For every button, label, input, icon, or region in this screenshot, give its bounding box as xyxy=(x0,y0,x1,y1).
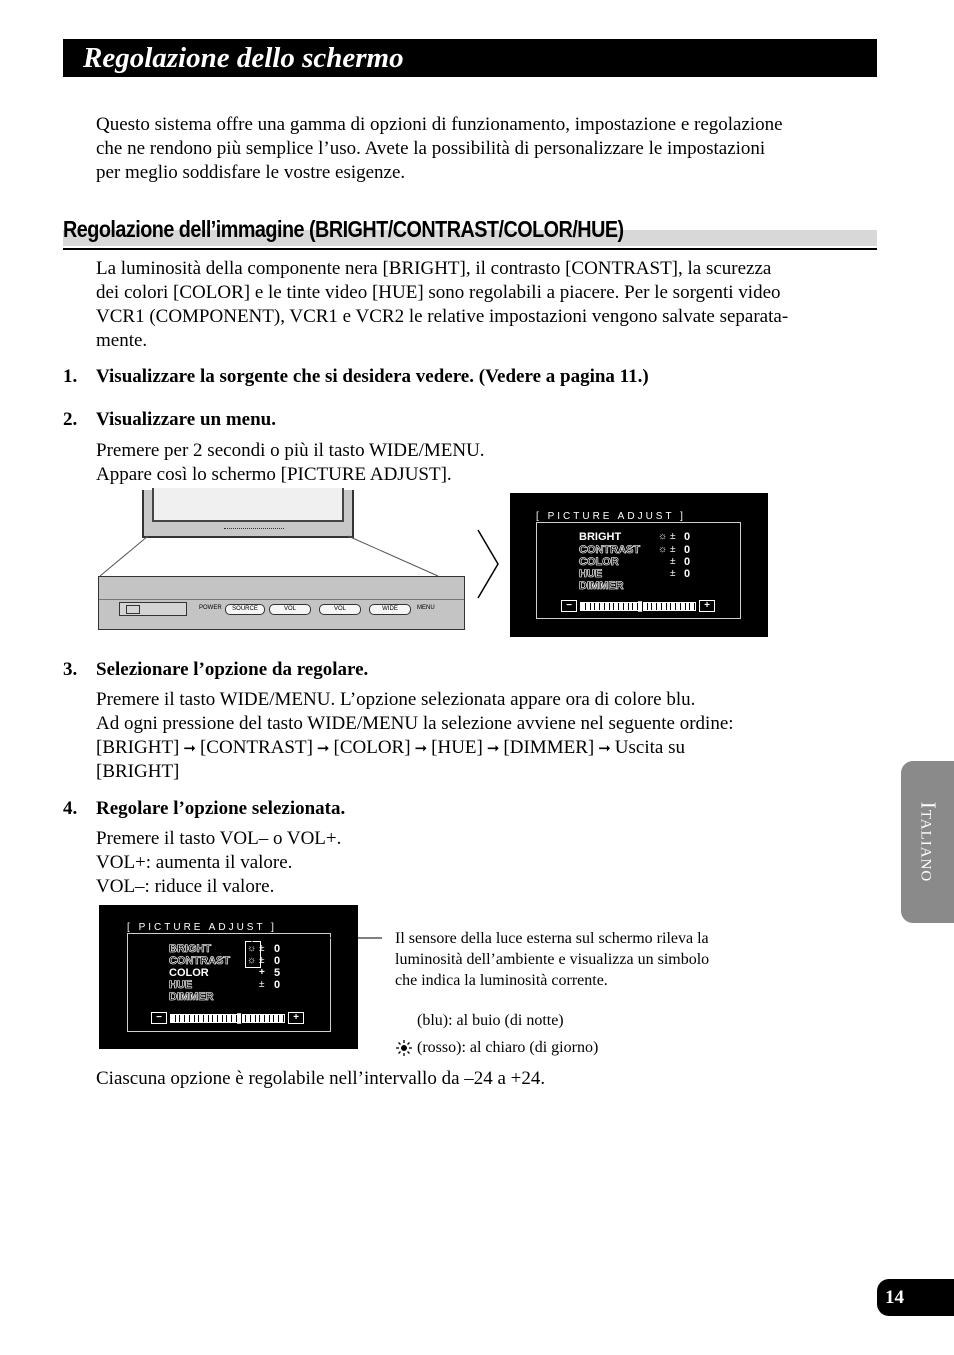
slider-segment xyxy=(638,601,643,612)
zoom-lines xyxy=(98,490,468,580)
arrow-right-icon: ➞ xyxy=(183,739,196,757)
step-line: Ad ogni pressione del tasto WIDE/MENU la selezione avviene nel seguente ordine: xyxy=(96,713,734,734)
section-heading xyxy=(63,213,877,250)
step-number: 2. xyxy=(63,409,78,430)
plus-minus-icon: ± xyxy=(670,556,676,567)
step-number: 3. xyxy=(63,659,78,680)
vol-plus-button[interactable]: VOL xyxy=(319,604,361,615)
step-1 xyxy=(63,365,863,389)
page-number-badge xyxy=(877,1279,954,1316)
order-item: [CONTRAST] xyxy=(199,737,313,758)
plus-minus-icon: ± xyxy=(259,955,265,966)
arrow-right-icon: ➞ xyxy=(598,739,611,757)
step-2-text xyxy=(96,439,485,487)
page-title-bar xyxy=(63,39,877,77)
osd-row-contrast: CONTRAST xyxy=(169,955,231,967)
step-line: Appare così lo schermo [PICTURE ADJUST]. xyxy=(96,464,452,485)
page-number: 14 xyxy=(885,1287,904,1308)
arrow-right-icon: ➞ xyxy=(414,739,428,757)
language-tab-label: Italiano xyxy=(916,801,940,883)
plus-icon: + xyxy=(699,600,715,612)
leader-line xyxy=(250,930,390,950)
step-label: Regolare l’opzione selezionata. xyxy=(96,798,346,819)
sun-icon: ☼ xyxy=(247,943,257,954)
osd-value: 0 xyxy=(274,955,281,967)
step-label: Visualizzare un menu. xyxy=(96,409,276,430)
moon-icon xyxy=(395,1012,413,1028)
sun-icon xyxy=(395,1038,413,1056)
order-item: Uscita su xyxy=(614,737,685,758)
picture-adjust-screen-2 xyxy=(99,905,358,1049)
step-3-text xyxy=(96,688,886,784)
chevron-right-icon xyxy=(476,528,500,600)
section-line: La luminosità della componente nera [BRIGHT], il contrasto [CONTRAST], la scurezza xyxy=(96,258,772,279)
range-text: Ciascuna opzione è regolabile nell’intervallo da –24 a +24. xyxy=(96,1068,546,1089)
moon-note xyxy=(395,1010,564,1031)
step-2 xyxy=(63,408,863,432)
sun-icon: ☼ xyxy=(247,955,257,966)
osd-title: [ PICTURE ADJUST ] xyxy=(127,922,277,933)
osd-row-bright: BRIGHT xyxy=(579,531,622,543)
osd-title: [ PICTURE ADJUST ] xyxy=(536,511,686,522)
note-line: Il sensore della luce esterna sul schermo rileva la xyxy=(395,930,709,947)
picture-adjust-screen-1 xyxy=(510,493,768,637)
osd-row-dimmer: DIMMER xyxy=(579,580,624,592)
moon-note-text: (blu): al buio (di notte) xyxy=(417,1012,564,1029)
step-line: Premere il tasto WIDE/MENU. L’opzione selezionata appare ora di colore blu. xyxy=(96,689,696,710)
osd-row-color: COLOR xyxy=(169,967,209,979)
plus-icon: + xyxy=(259,967,265,978)
step-number: 4. xyxy=(63,798,78,819)
osd-row-color: COLOR xyxy=(579,556,619,568)
step-line: Premere per 2 secondi o più il tasto WIDE/MENU. xyxy=(96,440,485,461)
sensor-window xyxy=(119,602,187,616)
arrow-right-icon: ➞ xyxy=(486,739,500,757)
sun-icon: ☼ xyxy=(658,531,668,542)
osd-slider xyxy=(170,1014,285,1023)
osd-row-hue: HUE xyxy=(579,568,603,580)
osd-value: 0 xyxy=(684,556,691,568)
slider-segment xyxy=(279,1015,284,1022)
step-label: Visualizzare la sorgente che si desidera vedere. (Vedere a pagina 11.) xyxy=(96,366,649,387)
osd-value: 0 xyxy=(274,979,281,991)
step-label: Selezionare l’opzione da regolare. xyxy=(96,659,369,680)
step-3 xyxy=(63,658,863,682)
section-heading-text: Regolazione dell’immagine (BRIGHT/CONTRAST/COLOR/HUE) xyxy=(63,216,624,242)
plus-minus-icon: ± xyxy=(670,531,676,542)
sun-note xyxy=(395,1037,598,1058)
osd-value: 0 xyxy=(684,544,691,556)
order-item: [BRIGHT] xyxy=(96,737,180,758)
step-line: Premere il tasto VOL– o VOL+. xyxy=(96,828,342,849)
plus-minus-icon: ± xyxy=(670,568,676,579)
order-item: [HUE] xyxy=(431,737,483,758)
order-line xyxy=(96,736,886,760)
order-end: [BRIGHT] xyxy=(96,761,180,782)
source-button[interactable]: SOURCE xyxy=(225,604,265,615)
osd-value: 0 xyxy=(274,943,281,955)
section-line: VCR1 (COMPONENT), VCR1 e VCR2 le relative impostazioni vengono salvate separata- xyxy=(96,306,789,327)
sensor-icon xyxy=(126,605,140,614)
plus-minus-icon: ± xyxy=(670,544,676,555)
sun-icon: ☼ xyxy=(658,544,668,555)
note-line: luminosità dell’ambiente e visualizza un simbolo xyxy=(395,951,710,968)
panel-divider xyxy=(99,599,464,600)
plus-minus-icon: ± xyxy=(259,979,265,990)
step-line: VOL+: aumenta il valore. xyxy=(96,852,293,873)
note-line: che indica la luminosità corrente. xyxy=(395,972,608,989)
osd-title-text: PICTURE ADJUST xyxy=(547,511,675,522)
osd-title-text: PICTURE ADJUST xyxy=(138,922,266,933)
section-line: mente. xyxy=(96,330,148,351)
order-item: [DIMMER] xyxy=(503,737,595,758)
language-tab xyxy=(901,761,954,923)
osd-row-bright: BRIGHT xyxy=(169,943,212,955)
sensor-note xyxy=(395,928,775,991)
wide-button[interactable]: WIDE xyxy=(369,604,411,615)
plus-icon: + xyxy=(288,1012,304,1024)
section-paragraph xyxy=(96,257,788,353)
minus-icon: − xyxy=(151,1012,167,1024)
order-item: [COLOR] xyxy=(333,737,411,758)
intro-line: che ne rendono più semplice l’uso. Avete la possibilità di personalizzare le impostazioni xyxy=(96,138,766,159)
osd-value: 5 xyxy=(274,967,281,979)
monitor-illustration xyxy=(98,490,468,632)
osd-slider xyxy=(580,602,696,611)
osd-row-hue: HUE xyxy=(169,979,193,991)
osd-value: 0 xyxy=(684,531,691,543)
minus-icon: − xyxy=(561,600,577,612)
intro-line: Questo sistema offre una gamma di opzioni di funzionamento, impostazione e regolazione xyxy=(96,114,783,135)
section-line: dei colori [COLOR] e le tinte video [HUE] sono regolabili a piacere. Per le sorgenti video xyxy=(96,282,781,303)
step-line: VOL–: riduce il valore. xyxy=(96,876,275,897)
menu-label: MENU xyxy=(417,605,435,611)
sun-note-text: (rosso): al chiaro (di giorno) xyxy=(417,1039,599,1056)
control-panel xyxy=(98,576,465,630)
intro-paragraph xyxy=(96,113,783,185)
osd-value: 0 xyxy=(684,568,691,580)
step-4 xyxy=(63,797,863,821)
page-title: Regolazione dello schermo xyxy=(83,42,404,74)
plus-minus-icon: ± xyxy=(259,943,265,954)
step-number: 1. xyxy=(63,366,78,387)
slider-segment xyxy=(690,603,695,610)
intro-line: per meglio soddisfare le vostre esigenze. xyxy=(96,162,406,183)
osd-row-dimmer: DIMMER xyxy=(169,991,214,1003)
arrow-right-icon: ➞ xyxy=(316,739,330,757)
slider-segment xyxy=(237,1013,242,1024)
power-label: POWER xyxy=(199,605,222,611)
osd-row-contrast: CONTRAST xyxy=(579,544,641,556)
step-4-text xyxy=(96,827,341,899)
vol-minus-button[interactable]: VOL xyxy=(269,604,311,615)
